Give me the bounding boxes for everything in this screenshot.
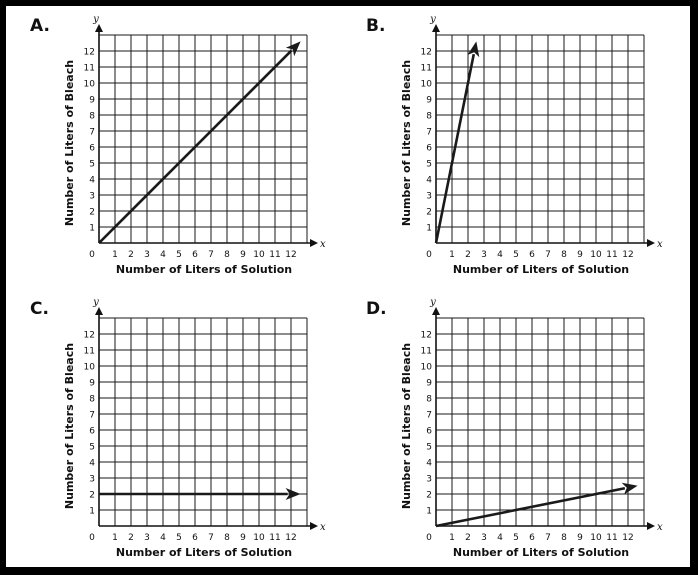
panel-d-x-tick-label: 7 — [545, 533, 551, 543]
panel-a-y-tick-label: 1 — [89, 223, 95, 234]
panel-c-y-tick-label: 4 — [89, 458, 95, 469]
panel-b-x-tick-label: 8 — [561, 250, 567, 260]
panel-d-y-tick-label: 7 — [426, 410, 432, 421]
panel-b-y-axis-arrowhead — [432, 24, 440, 32]
panel-a-y-tick-label: 10 — [83, 79, 95, 90]
panel-d-x-axis-label: Number of Liters of Solution — [452, 546, 630, 559]
panel-b-x-tick-label: 6 — [529, 250, 535, 260]
panel-d-y-tick-label: 12 — [420, 330, 432, 341]
panel-d-x-tick-label: 2 — [465, 533, 471, 543]
panel-b-y-tick-label: 10 — [420, 79, 432, 90]
panel-c-x-axis-label: Number of Liters of Solution — [115, 546, 293, 559]
panel-b-x-tick-label: 1 — [449, 250, 455, 260]
panel-d-x-tick-label: 6 — [529, 533, 535, 543]
panel-d-y-axis-label: Number of Liters of Bleach — [400, 342, 413, 510]
panel-b-y-tick-label: 3 — [426, 191, 432, 202]
panel-c-x-tick-label: 12 — [285, 533, 297, 543]
panel-b-y-axis-label: Number of Liters of Bleach — [400, 59, 413, 227]
panel-c-y-axis-label: Number of Liters of Bleach — [63, 342, 76, 510]
panel-a-x-tick-label: 11 — [269, 250, 281, 260]
panel-d-y-tick-label: 8 — [426, 394, 432, 405]
panel-d-y-tick-label: 1 — [426, 506, 432, 517]
panel-b-x-tick-label: 7 — [545, 250, 551, 260]
panel-d-y-variable: y — [430, 297, 436, 308]
panel-c-x-axis-arrowhead — [310, 522, 318, 530]
panel-d-x-tick-label: 1 — [449, 533, 455, 543]
panel-c-x-tick-label: 0 — [89, 533, 95, 543]
panel-d-x-tick-label: 10 — [590, 533, 602, 543]
panel-a-x-variable: x — [320, 239, 326, 250]
panel-a-y-tick-label: 5 — [89, 159, 95, 170]
panel-a-y-tick-label: 11 — [83, 63, 95, 74]
chart-panel-b — [366, 14, 663, 276]
panel-d-x-tick-label: 4 — [497, 533, 503, 543]
panel-d-y-tick-label: 6 — [426, 426, 432, 437]
panel-c-x-tick-label: 10 — [253, 533, 265, 543]
panel-d-y-tick-label: 11 — [420, 346, 432, 357]
panel-b-x-tick-label: 0 — [426, 250, 432, 260]
panel-d-x-tick-label: 9 — [577, 533, 583, 543]
panel-b-y-tick-label: 5 — [426, 159, 432, 170]
panel-b-x-tick-label: 2 — [465, 250, 471, 260]
panel-c-letter: C. — [30, 299, 49, 319]
panel-d-x-tick-label: 0 — [426, 533, 432, 543]
panel-c-x-variable: x — [320, 522, 326, 533]
panel-d-y-tick-label: 5 — [426, 442, 432, 453]
panel-c-x-tick-label: 6 — [192, 533, 198, 543]
panel-a-x-tick-label: 2 — [128, 250, 134, 260]
panel-a-y-tick-label: 9 — [89, 95, 95, 106]
panel-b-x-tick-label: 12 — [622, 250, 634, 260]
panel-d-y-tick-label: 4 — [426, 458, 432, 469]
panel-b-y-tick-label: 6 — [426, 143, 432, 154]
panel-c-x-tick-label: 2 — [128, 533, 134, 543]
panel-d-y-tick-label: 3 — [426, 474, 432, 485]
panel-d-x-variable: x — [657, 522, 663, 533]
panel-d-y-tick-label: 2 — [426, 490, 432, 501]
panel-a-x-tick-label: 0 — [89, 250, 95, 260]
panel-d-x-tick-label: 11 — [606, 533, 618, 543]
panel-a-x-axis-label: Number of Liters of Solution — [115, 263, 293, 276]
panel-b-x-tick-label: 3 — [481, 250, 487, 260]
panel-a-y-tick-label: 8 — [89, 111, 95, 122]
panel-c-y-tick-label: 11 — [83, 346, 95, 357]
panel-a-x-tick-label: 1 — [112, 250, 118, 260]
panel-b-x-tick-label: 5 — [513, 250, 519, 260]
panel-c-y-tick-label: 12 — [83, 330, 95, 341]
panel-a-y-tick-label: 12 — [83, 47, 95, 58]
panel-b-x-tick-label: 11 — [606, 250, 618, 260]
panel-a-x-axis-arrowhead — [310, 239, 318, 247]
panel-a-y-axis-label: Number of Liters of Bleach — [63, 59, 76, 227]
panel-c-y-tick-label: 7 — [89, 410, 95, 421]
panel-a-x-tick-label: 7 — [208, 250, 214, 260]
panel-a-letter: A. — [30, 16, 50, 36]
panel-b-x-variable: x — [657, 239, 663, 250]
panel-c-x-tick-label: 3 — [144, 533, 150, 543]
panel-c-x-tick-label: 11 — [269, 533, 281, 543]
panel-b-x-tick-label: 9 — [577, 250, 583, 260]
panel-c-x-tick-label: 4 — [160, 533, 166, 543]
panel-c-x-tick-label: 7 — [208, 533, 214, 543]
chart-panel-a — [30, 14, 326, 276]
panel-a-x-tick-label: 3 — [144, 250, 150, 260]
panel-a-x-tick-label: 9 — [240, 250, 246, 260]
panel-c-y-tick-label: 5 — [89, 442, 95, 453]
answer-choices-figure — [6, 6, 690, 567]
panel-a-y-tick-label: 6 — [89, 143, 95, 154]
panel-b-y-tick-label: 12 — [420, 47, 432, 58]
panel-a-x-tick-label: 8 — [224, 250, 230, 260]
panel-d-letter: D. — [366, 299, 387, 319]
panel-b-letter: B. — [366, 16, 386, 36]
panel-b-y-tick-label: 11 — [420, 63, 432, 74]
panel-c-y-tick-label: 10 — [83, 362, 95, 373]
panel-c-y-tick-label: 9 — [89, 378, 95, 389]
panel-b-y-tick-label: 7 — [426, 127, 432, 138]
panel-a-x-tick-label: 4 — [160, 250, 166, 260]
panel-b-y-variable: y — [430, 14, 436, 25]
figure-frame — [6, 6, 690, 567]
panel-b-y-tick-label: 4 — [426, 175, 432, 186]
panel-d-x-tick-label: 5 — [513, 533, 519, 543]
panel-a-y-tick-label: 4 — [89, 175, 95, 186]
panel-c-y-tick-label: 8 — [89, 394, 95, 405]
chart-panel-c — [30, 297, 326, 559]
panel-c-x-tick-label: 9 — [240, 533, 246, 543]
panel-a-y-variable: y — [93, 14, 99, 25]
panel-c-x-tick-label: 5 — [176, 533, 182, 543]
panel-b-y-tick-label: 9 — [426, 95, 432, 106]
panel-c-y-variable: y — [93, 297, 99, 308]
panel-c-y-tick-label: 2 — [89, 490, 95, 501]
panel-d-x-tick-label: 8 — [561, 533, 567, 543]
panel-b-y-tick-label: 1 — [426, 223, 432, 234]
panel-a-x-tick-label: 6 — [192, 250, 198, 260]
panel-a-x-tick-label: 5 — [176, 250, 182, 260]
panel-d-y-tick-label: 9 — [426, 378, 432, 389]
panel-b-y-tick-label: 2 — [426, 207, 432, 218]
panel-d-x-tick-label: 12 — [622, 533, 634, 543]
panel-b-x-tick-label: 4 — [497, 250, 503, 260]
panel-b-x-axis-arrowhead — [647, 239, 655, 247]
panel-a-x-tick-label: 10 — [253, 250, 265, 260]
panel-a-y-tick-label: 2 — [89, 207, 95, 218]
panel-c-x-tick-label: 8 — [224, 533, 230, 543]
panel-a-y-axis-arrowhead — [95, 24, 103, 32]
chart-panel-d — [366, 297, 663, 559]
panel-c-y-axis-arrowhead — [95, 307, 103, 315]
panel-b-y-tick-label: 8 — [426, 111, 432, 122]
panel-b-x-tick-label: 10 — [590, 250, 602, 260]
panel-d-y-axis-arrowhead — [432, 307, 440, 315]
panel-c-y-tick-label: 6 — [89, 426, 95, 437]
panel-d-x-tick-label: 3 — [481, 533, 487, 543]
panel-a-x-tick-label: 12 — [285, 250, 297, 260]
panel-d-x-axis-arrowhead — [647, 522, 655, 530]
panel-d-y-tick-label: 10 — [420, 362, 432, 373]
panel-c-y-tick-label: 3 — [89, 474, 95, 485]
panel-a-y-tick-label: 7 — [89, 127, 95, 138]
panel-b-x-axis-label: Number of Liters of Solution — [452, 263, 630, 276]
panel-a-y-tick-label: 3 — [89, 191, 95, 202]
panel-c-x-tick-label: 1 — [112, 533, 118, 543]
panel-c-y-tick-label: 1 — [89, 506, 95, 517]
